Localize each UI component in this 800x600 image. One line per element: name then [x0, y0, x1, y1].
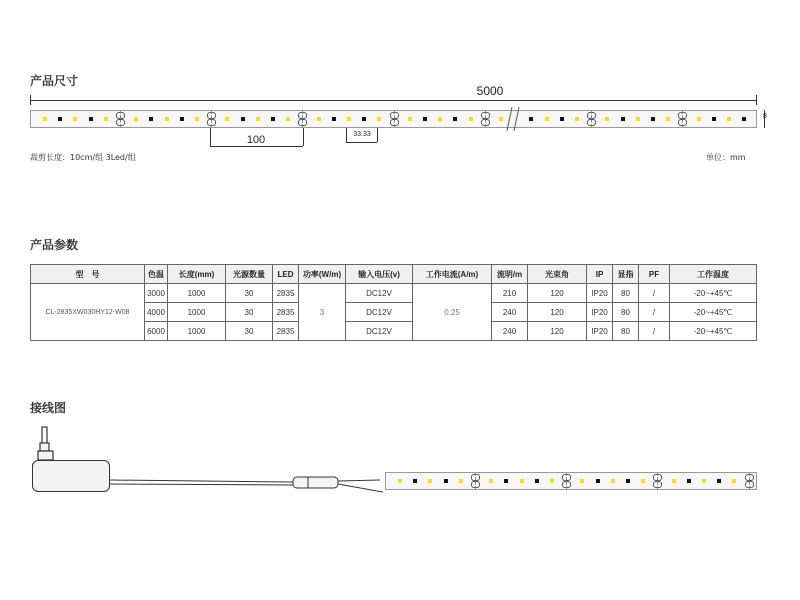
led-chip	[520, 479, 524, 483]
led-chip	[712, 117, 716, 121]
cell-current: 0.25	[413, 284, 492, 341]
cell-quantity: 30	[226, 303, 273, 322]
led-chip	[43, 117, 47, 121]
led-chip	[697, 117, 701, 121]
header-ip: IP	[587, 265, 613, 284]
cut-line	[657, 473, 658, 489]
led-chip	[575, 117, 579, 121]
cut-line	[749, 473, 750, 489]
led-chip	[469, 117, 473, 121]
cell-work-temp: -20~+45℃	[670, 284, 757, 303]
power-adapter-plug-icon	[33, 423, 63, 463]
led-chip	[550, 479, 554, 483]
cell-cct: 3000	[145, 284, 168, 303]
total-length-label: 5000	[476, 84, 504, 98]
led-chip	[666, 117, 670, 121]
led-chip	[641, 479, 645, 483]
cell-voltage: DC12V	[346, 322, 413, 341]
width-label: 8	[763, 113, 767, 120]
cell-length: 1000	[168, 303, 226, 322]
cell-model: CL-2835XW030HY12-W08	[31, 284, 145, 341]
led-chip	[332, 117, 336, 121]
header-lumen: 流明/m	[492, 265, 528, 284]
led-chip	[286, 117, 290, 121]
led-chip	[73, 117, 77, 121]
led-chip	[529, 117, 533, 121]
unit-note: 单位：mm	[706, 153, 746, 162]
cell-voltage: DC12V	[346, 303, 413, 322]
header-pf: PF	[639, 265, 670, 284]
cell-led: 2835	[273, 303, 299, 322]
led-chip	[504, 479, 508, 483]
led-chip	[180, 117, 184, 121]
led-chip	[651, 117, 655, 121]
led-chip	[453, 117, 457, 121]
cut-line	[566, 473, 567, 489]
header-quantity: 光源数量	[226, 265, 273, 284]
cut-line	[302, 111, 303, 127]
cell-ip: IP20	[587, 284, 613, 303]
cell-length: 1000	[168, 322, 226, 341]
cell-led: 2835	[273, 322, 299, 341]
led-chip	[717, 479, 721, 483]
led-chip	[165, 117, 169, 121]
led-chip	[362, 117, 366, 121]
segment-length-label: 100	[246, 134, 266, 146]
break-mark	[513, 107, 519, 131]
cut-line	[211, 111, 212, 127]
led-chip	[621, 117, 625, 121]
led-chip	[271, 117, 275, 121]
led-chip	[377, 117, 381, 121]
table-header-row	[31, 265, 757, 284]
led-chip	[408, 117, 412, 121]
led-chip	[423, 117, 427, 121]
header-current: 工作电流(A/m)	[413, 265, 492, 284]
led-chip	[626, 479, 630, 483]
cell-work-temp: -20~+45℃	[670, 322, 757, 341]
led-chip	[742, 117, 746, 121]
led-chip	[535, 479, 539, 483]
break-mark	[506, 107, 512, 131]
cell-lumen: 240	[492, 303, 528, 322]
led-chip	[580, 479, 584, 483]
cell-beam-angle: 120	[528, 322, 587, 341]
cut-line	[120, 111, 121, 127]
cell-cri: 80	[613, 284, 639, 303]
led-chip	[611, 479, 615, 483]
cell-pf: /	[639, 322, 670, 341]
section-title-wiring: 接线图	[30, 401, 67, 415]
header-model: 型 号	[31, 265, 145, 284]
cut-line	[591, 111, 592, 127]
led-chip	[459, 479, 463, 483]
led-chip	[560, 117, 564, 121]
header-voltage: 输入电压(v)	[346, 265, 413, 284]
cell-cri: 80	[613, 303, 639, 322]
led-chip	[727, 117, 731, 121]
led-chip	[225, 117, 229, 121]
led-chip	[702, 479, 706, 483]
pitch-label: 33.33	[353, 131, 371, 138]
cell-led: 2835	[273, 284, 299, 303]
led-chip	[347, 117, 351, 121]
led-chip	[428, 479, 432, 483]
led-chip	[499, 117, 503, 121]
cut-line	[682, 111, 683, 127]
cut-line	[485, 111, 486, 127]
led-chip	[489, 479, 493, 483]
led-chip	[438, 117, 442, 121]
header-led: LED	[273, 265, 299, 284]
cell-work-temp: -20~+45℃	[670, 303, 757, 322]
led-chip	[444, 479, 448, 483]
table-row	[31, 284, 757, 303]
led-chip	[195, 117, 199, 121]
cell-length: 1000	[168, 284, 226, 303]
led-chip	[596, 479, 600, 483]
led-chip	[58, 117, 62, 121]
led-chip	[687, 479, 691, 483]
led-chip	[134, 117, 138, 121]
cell-lumen: 210	[492, 284, 528, 303]
parameter-table	[30, 264, 757, 341]
cell-ip: IP20	[587, 322, 613, 341]
led-chip	[413, 479, 417, 483]
cell-cct: 4000	[145, 303, 168, 322]
cut-line	[394, 111, 395, 127]
cell-beam-angle: 120	[528, 284, 587, 303]
wiring-led-strip	[385, 472, 757, 490]
cell-beam-angle: 120	[528, 303, 587, 322]
led-chip	[241, 117, 245, 121]
led-chip	[636, 117, 640, 121]
led-chip	[672, 479, 676, 483]
section-title-parameters: 产品参数	[30, 238, 79, 252]
led-strip-diagram	[30, 110, 757, 128]
cell-power: 3	[299, 284, 346, 341]
cell-pf: /	[639, 284, 670, 303]
led-chip	[732, 479, 736, 483]
led-chip	[256, 117, 260, 121]
led-chip	[89, 117, 93, 121]
led-chip	[398, 479, 402, 483]
led-chip	[605, 117, 609, 121]
section-title-dimensions: 产品尺寸	[30, 74, 79, 88]
led-chip	[545, 117, 549, 121]
led-chip	[149, 117, 153, 121]
cell-pf: /	[639, 303, 670, 322]
cell-cct: 6000	[145, 322, 168, 341]
cell-lumen: 240	[492, 322, 528, 341]
cell-cri: 80	[613, 322, 639, 341]
header-cri: 显指	[613, 265, 639, 284]
cell-voltage: DC12V	[346, 284, 413, 303]
led-chip	[317, 117, 321, 121]
header-cct: 色温	[145, 265, 168, 284]
power-adapter	[32, 460, 110, 492]
cell-quantity: 30	[226, 284, 273, 303]
header-length: 长度(mm)	[168, 265, 226, 284]
header-work-temp: 工作温度	[670, 265, 757, 284]
header-power: 功率(W/m)	[299, 265, 346, 284]
cell-ip: IP20	[587, 303, 613, 322]
cell-quantity: 30	[226, 322, 273, 341]
cut-line	[475, 473, 476, 489]
header-beam-angle: 光束角	[528, 265, 587, 284]
power-cable	[108, 466, 408, 496]
led-chip	[104, 117, 108, 121]
cut-length-note: 裁剪长度：10cm/组 3Led/组	[30, 153, 136, 162]
